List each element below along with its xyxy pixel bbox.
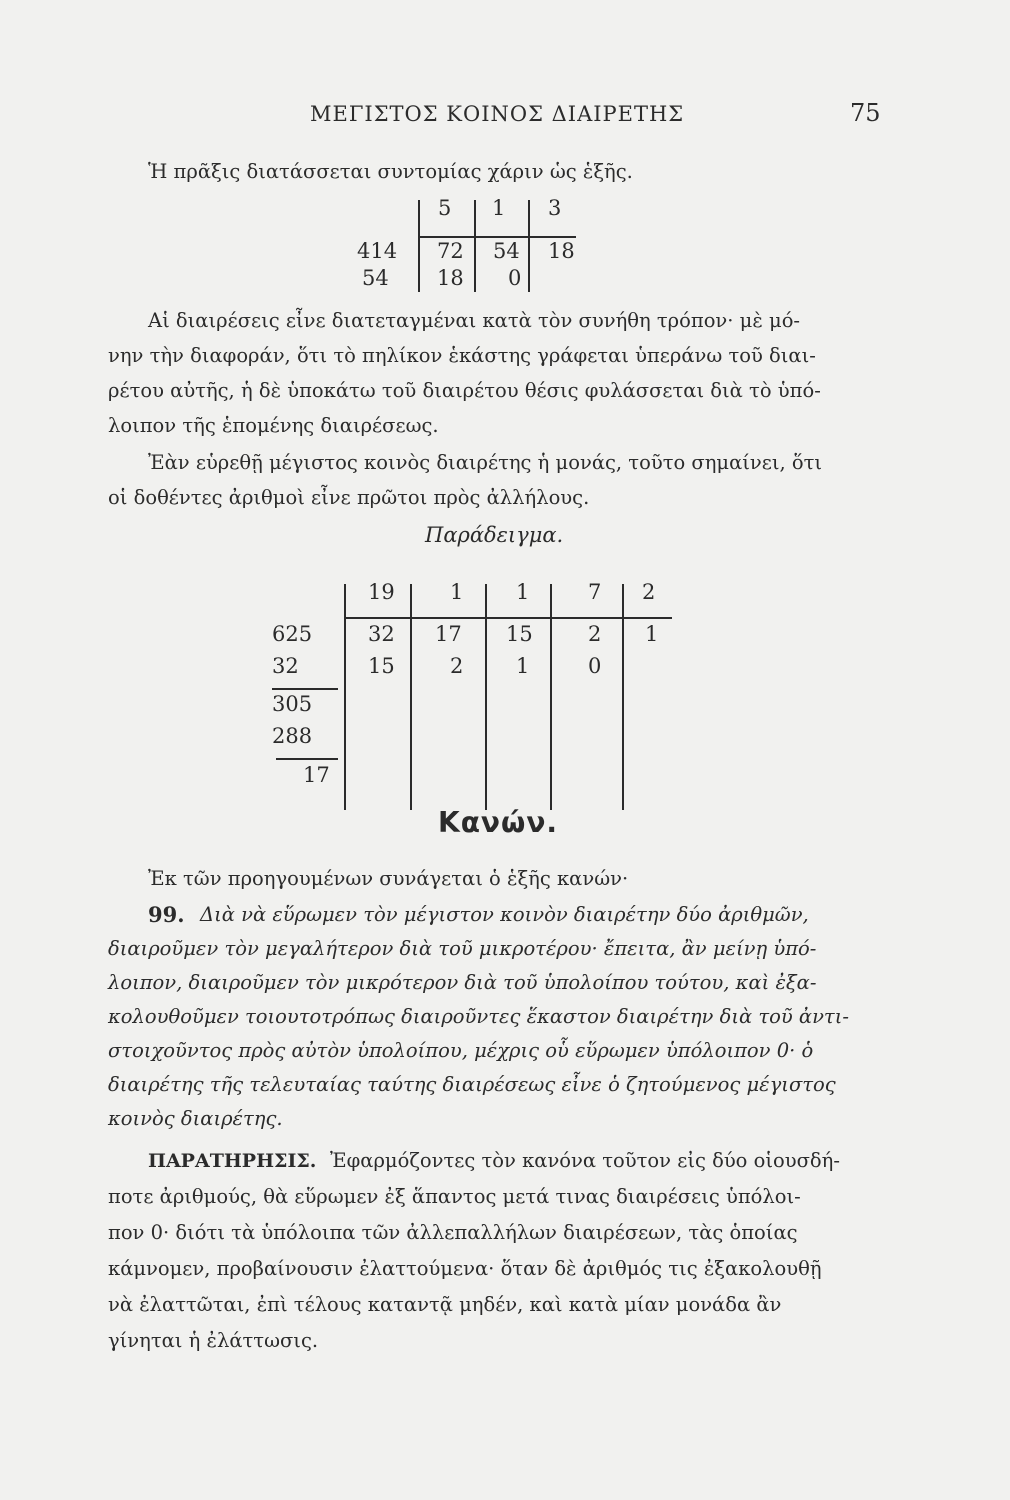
table-rule: [624, 617, 672, 619]
table-rule: [346, 617, 410, 619]
dividend-cell: 414: [357, 239, 398, 263]
dividend-cell: 1: [645, 622, 659, 646]
remark-line: γίνηται ἡ ἐλάττωσις.: [108, 1329, 319, 1352]
remainder-cell: 54: [362, 266, 389, 290]
rule-line: διαιρέτης τῆς τελευταίας ταύτης διαιρέσεως εἶνε ὁ ζητούμενος μέγιστος: [108, 1073, 836, 1096]
running-head: ΜΕΓΙΣΤΟΣ ΚΟΙΝΟΣ ΔΙΑΙΡΕΤΗΣ: [310, 102, 685, 126]
paragraph-line: οἱ δοθέντες ἀριθμοὶ εἶνε πρῶτοι πρὸς ἀλλήλους.: [108, 486, 590, 509]
remainder-cell: 0: [588, 654, 602, 678]
remark-line: Ἐφαρμόζοντες τὸν κανόνα τοῦτον εἰς δύο οἱουσδή-: [330, 1149, 840, 1172]
table-divider: [474, 200, 476, 292]
remainder-cell: 2: [450, 654, 464, 678]
work-cell: 288: [272, 724, 313, 748]
table-rule: [272, 688, 338, 690]
quotient-cell: 19: [368, 580, 395, 604]
paragraph-line: νην τὴν διαφοράν, ὅτι τὸ πηλίκον ἑκάστης γράφεται ὑπεράνω τοῦ διαι-: [108, 344, 816, 367]
remark-line: νὰ ἐλαττῶται, ἐπὶ τέλους καταντᾷ μηδέν, καὶ κατὰ μίαν μονάδα ἂν: [108, 1293, 782, 1316]
paragraph-line: λοιπον τῆς ἑπομένης διαιρέσεως.: [108, 414, 439, 437]
rule-line: διαιροῦμεν τὸν μεγαλήτερον διὰ τοῦ μικροτέρου· ἔπειτα, ἂν μείνῃ ὑπό-: [108, 937, 817, 960]
remainder-cell: 0: [508, 266, 522, 290]
paragraph-line: Αἱ διαιρέσεις εἶνε διατεταγμέναι κατὰ τὸν συνήθη τρόπον· μὲ μό-: [148, 309, 801, 332]
rule-intro: Ἐκ τῶν προηγουμένων συνάγεται ὁ ἑξῆς κανών·: [148, 867, 629, 890]
dividend-cell: 72: [437, 239, 464, 263]
dividend-cell: 17: [435, 622, 462, 646]
rule-line: λοιπον, διαιροῦμεν τὸν μικρότερον διὰ τοῦ ὑπολοίπου τούτου, καὶ ἐξα-: [108, 971, 817, 994]
paragraph-line: Ἐὰν εὑρεθῇ μέγιστος κοινὸς διαιρέτης ἡ μονάς, τοῦτο σημαίνει, ὅτι: [148, 451, 823, 474]
quotient-cell: 1: [492, 196, 506, 220]
rule-number: 99.: [148, 902, 185, 927]
rule-line: Διὰ νὰ εὕρωμεν τὸν μέγιστον κοινὸν διαιρέτην δύο ἀριθμῶν,: [200, 903, 809, 926]
remark-line: πον 0· διότι τὰ ὑπόλοιπα τῶν ἀλλεπαλλήλων διαιρέσεων, τὰς ὁποίας: [108, 1221, 798, 1244]
table-rule: [476, 236, 529, 238]
table-divider: [418, 200, 420, 292]
quotient-cell: 2: [642, 580, 656, 604]
table-rule: [276, 758, 338, 760]
remark-line: κάμνομεν, προβαίνουσιν ἐλαττούμενα· ὅταν δὲ ἀριθμός τις ἐξακολουθῇ: [108, 1257, 822, 1280]
work-cell: 305: [272, 692, 313, 716]
remark-line: ποτε ἀριθμούς, θὰ εὕρωμεν ἐξ ἅπαντος μετά τινας διαιρέσεις ὑπόλοι-: [108, 1185, 801, 1208]
dividend-cell: 625: [272, 622, 313, 646]
dividend-cell: 18: [548, 239, 575, 263]
paragraph-line: ρέτου αὐτῆς, ἡ δὲ ὑποκάτω τοῦ διαιρέτου θέσις φυλάσσεται διὰ τὸ ὑπό-: [108, 379, 821, 402]
rule-line: κολουθοῦμεν τοιουτοτρόπως διαιροῦντες ἕκαστον διαιρέτην διὰ τοῦ ἀντι-: [108, 1005, 849, 1028]
quotient-cell: 7: [588, 580, 602, 604]
remark-label: ΠΑΡΑΤΗΡΗΣΙΣ.: [148, 1150, 317, 1172]
remainder-cell: 15: [368, 654, 395, 678]
quotient-cell: 1: [516, 580, 530, 604]
dividend-cell: 2: [588, 622, 602, 646]
table-rule: [412, 617, 485, 619]
rule-line: κοινὸς διαιρέτης.: [108, 1107, 283, 1130]
table-rule: [552, 617, 622, 619]
dividend-cell: 54: [493, 239, 520, 263]
remainder-cell: 1: [516, 654, 530, 678]
dividend-cell: 32: [368, 622, 395, 646]
quotient-cell: 1: [450, 580, 464, 604]
work-cell: 17: [303, 763, 330, 787]
dividend-cell: 15: [506, 622, 533, 646]
table-rule: [530, 236, 576, 238]
remainder-cell: 32: [272, 654, 299, 678]
page-number: 75: [850, 99, 881, 127]
remainder-cell: 18: [437, 266, 464, 290]
example-title: Παράδειγμα.: [425, 523, 564, 547]
intro-line: Ἡ πρᾶξις διατάσσεται συντομίας χάριν ὡς ἑξῆς.: [148, 160, 633, 183]
quotient-cell: 5: [438, 196, 452, 220]
table-divider: [528, 200, 530, 292]
table-rule: [487, 617, 550, 619]
quotient-cell: 3: [548, 196, 562, 220]
table-rule: [420, 236, 475, 238]
rule-line: στοιχοῦντος πρὸς αὐτὸν ὑπολοίπου, μέχρις οὗ εὕρωμεν ὑπόλοιπον 0· ὁ: [108, 1039, 814, 1062]
rule-title: Κανών.: [438, 806, 559, 839]
